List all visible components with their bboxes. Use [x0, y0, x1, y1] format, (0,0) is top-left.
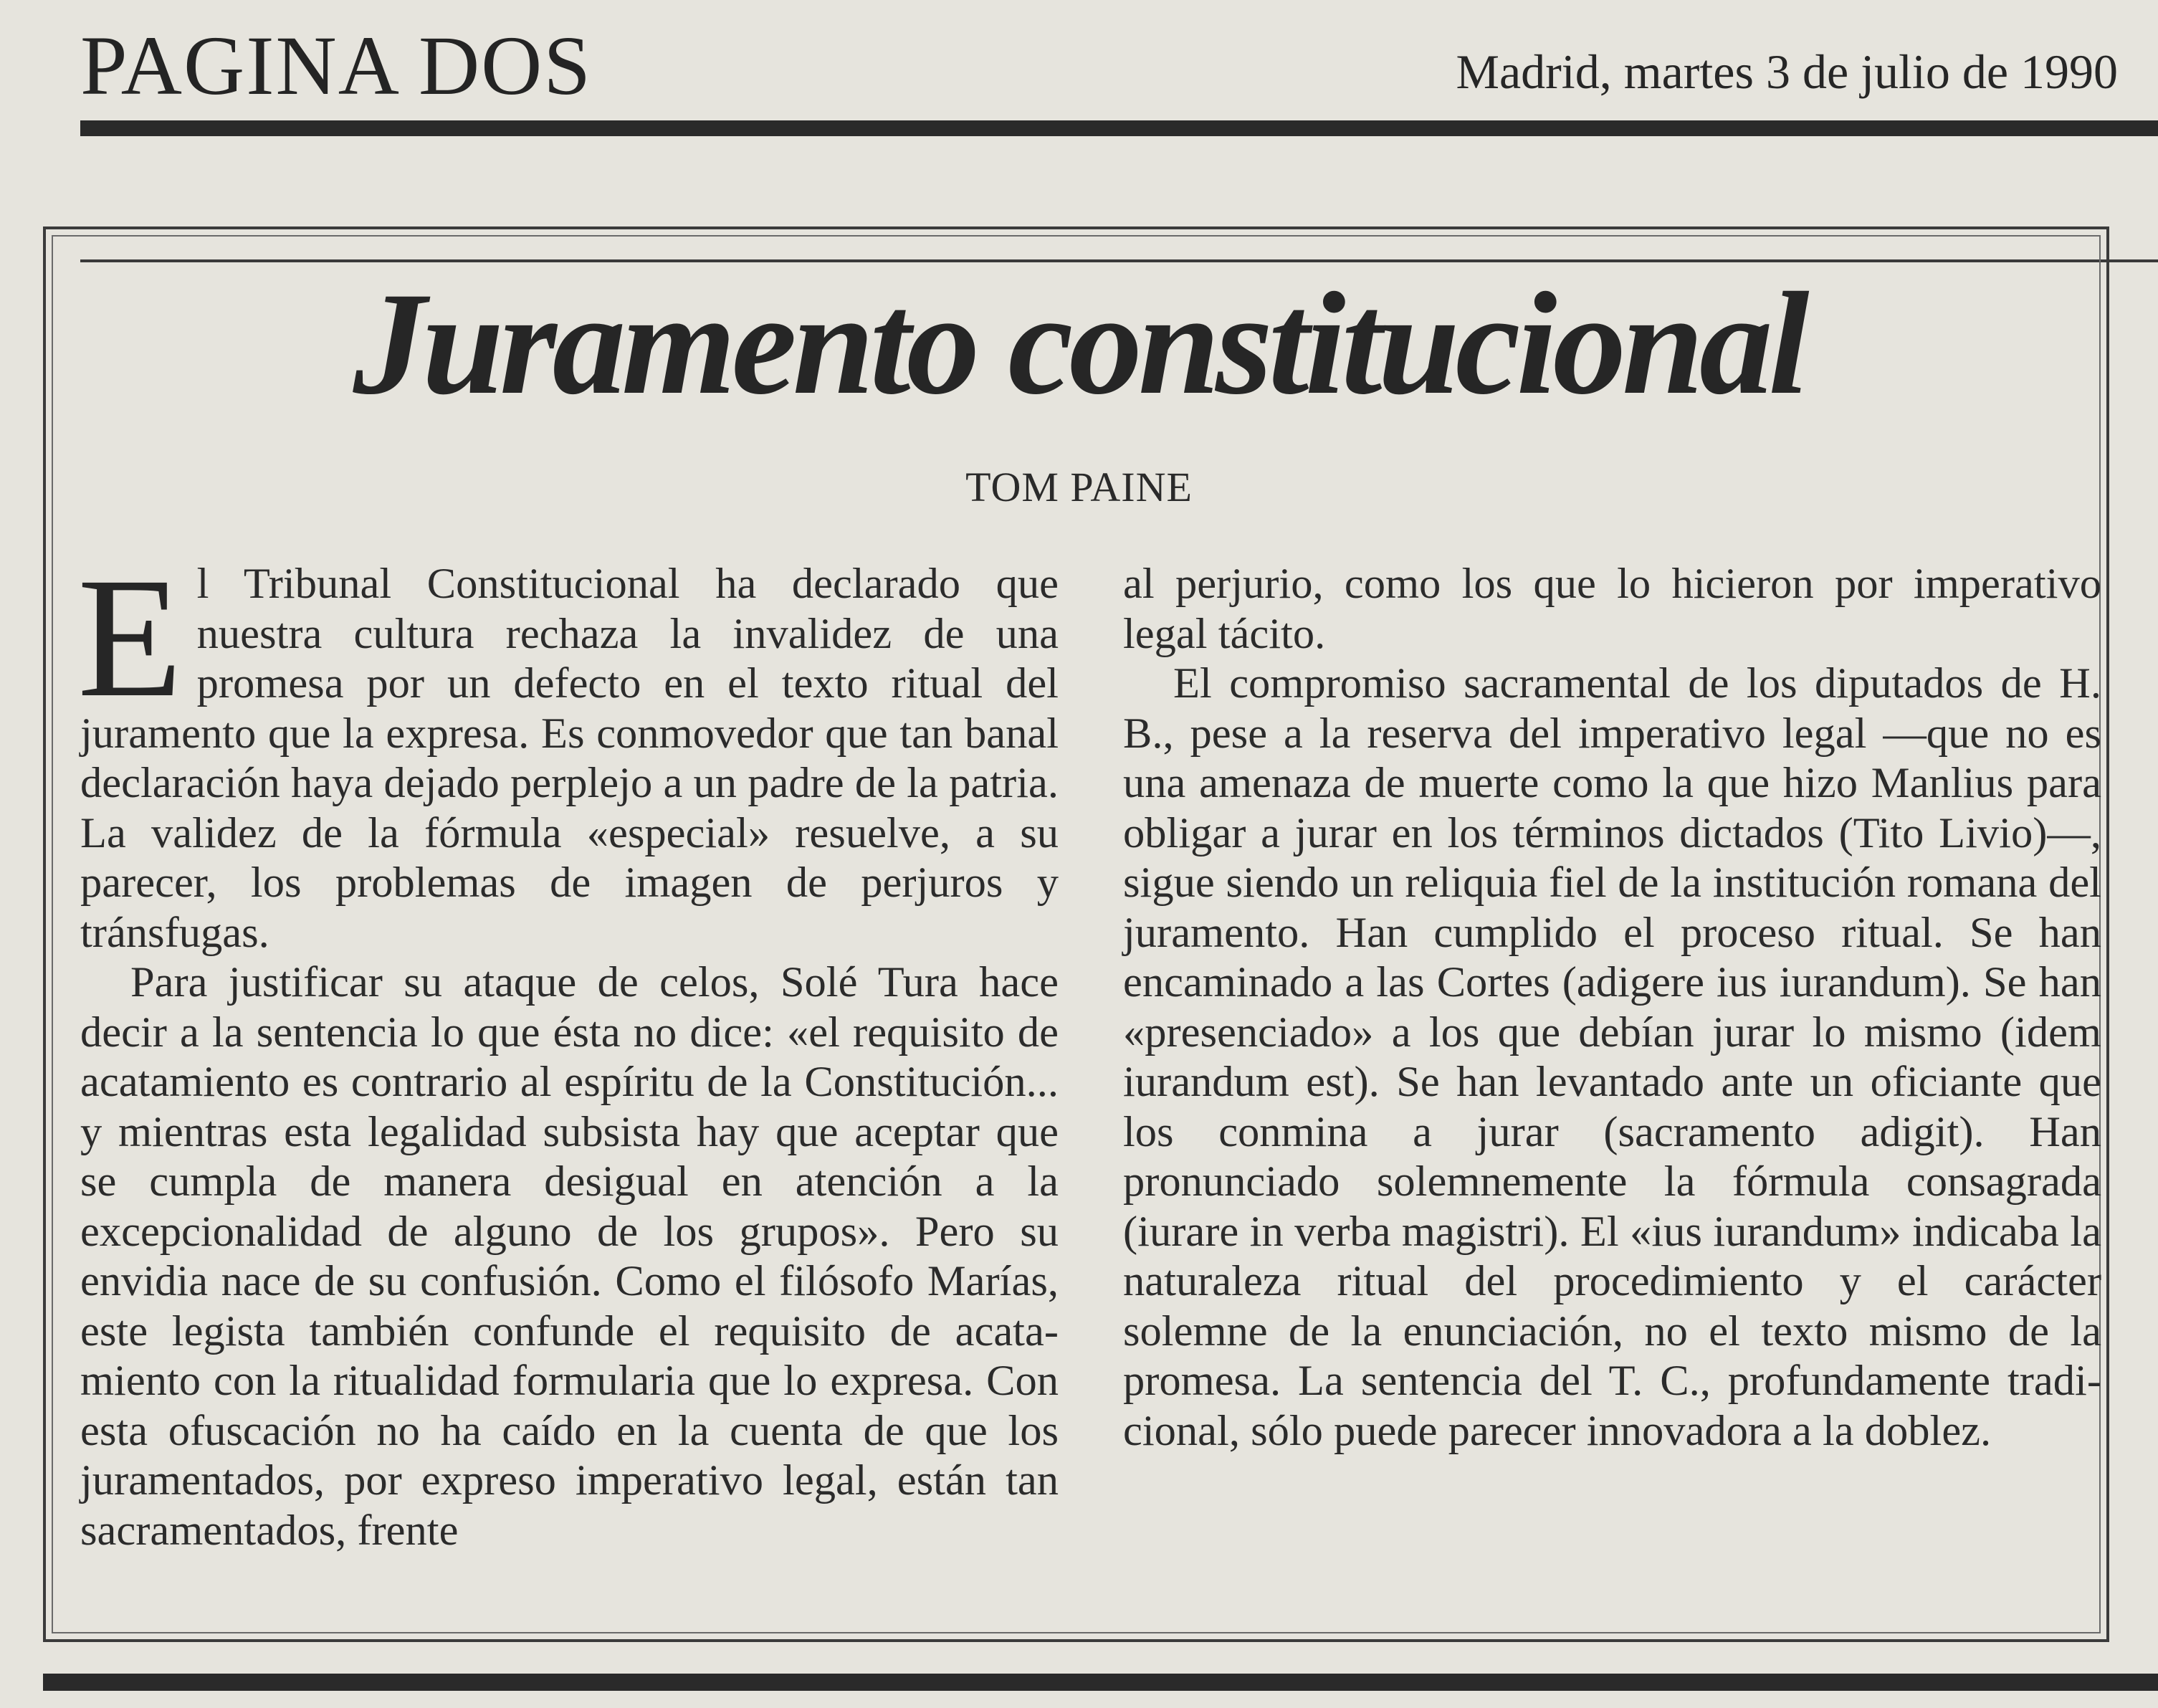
article-body [77, 542, 2109, 1620]
header-rule [80, 120, 2158, 136]
paragraph-2: Para justificar su ataque de celos, Solé Tura hace decir a la sentencia lo que ésta no dice: «el requisito de acatamiento es contrario al espíritu de la Constitución... y mientras esta legalidad subsista hay que aceptar que se cumpla de manera desigual en atención a la excepcionalidad de alguno de los grupos». Pero su envidia nace de su confusión. Como el filósofo Marías, este legista también confunde el requisito de acatamiento con la ritualidad formularia que lo expresa. Con esta ofuscación no ha caído en la cuenta de que los juramentados, por expreso imperativo legal, están tan sacramentados, frente [80, 958, 1059, 1555]
article-title: Juramento constitucional [353, 262, 1805, 425]
column-left [77, 542, 1059, 1555]
dateline: Madrid, martes 3 de julio de 1990 [1456, 44, 2118, 99]
column-right [1123, 559, 2101, 1456]
paragraph-1-text: l Tribunal Constitucional ha declarado que nuestra cultura rechaza la invalidez de una promesa por un defecto en el texto ritual del juramento que la expresa. Es conmovedor que tan banal declaración haya dejado perplejo a un padre de la patria. La validez de la fórmula «especial» resuelve, a su parecer, los problemas de imagen de perjuros y tránsfugas. [80, 560, 1059, 957]
drop-cap: E [77, 542, 183, 733]
paragraph-1 [77, 542, 1059, 958]
section-name: PAGINA DOS [80, 19, 592, 113]
paragraph-3: El compromiso sacramental de los diputados de H. B., pese a la reserva del imperativo legal —que no es una amenaza de muerte como la que hizo Manlius para obligar a jurar en los términos dictados (Tito Livio)—, sigue siendo un reliquia fiel de la institución romana del juramento. Han cumplido el proceso ritual. Se han encaminado a las Cortes (adigere ius iurandum). Se han «presenciado» a los que debían jurar lo mismo (idem iurandum est). Se han levantado ante un oficiante que los conmina a jurar (sacramento adigit). Han pronunciado solemnemente la fórmula consagrada (iurare in verba magistri). El «ius iurandum» indicaba la naturaleza ritual del procedimiento y el carácter solemne de la enunciación, no el texto mismo de la promesa. La sentencia del T. C., profundamente tradicional, sólo puede parecer innovadora a la doblez. [1123, 659, 2101, 1455]
masthead [80, 16, 2118, 123]
paragraph-2-continued: al perjurio, como los que lo hicieron por imperativo legal tácito. [1123, 560, 2101, 658]
footer-rule [43, 1674, 2158, 1691]
article-byline: TOM PAINE [965, 464, 1193, 510]
